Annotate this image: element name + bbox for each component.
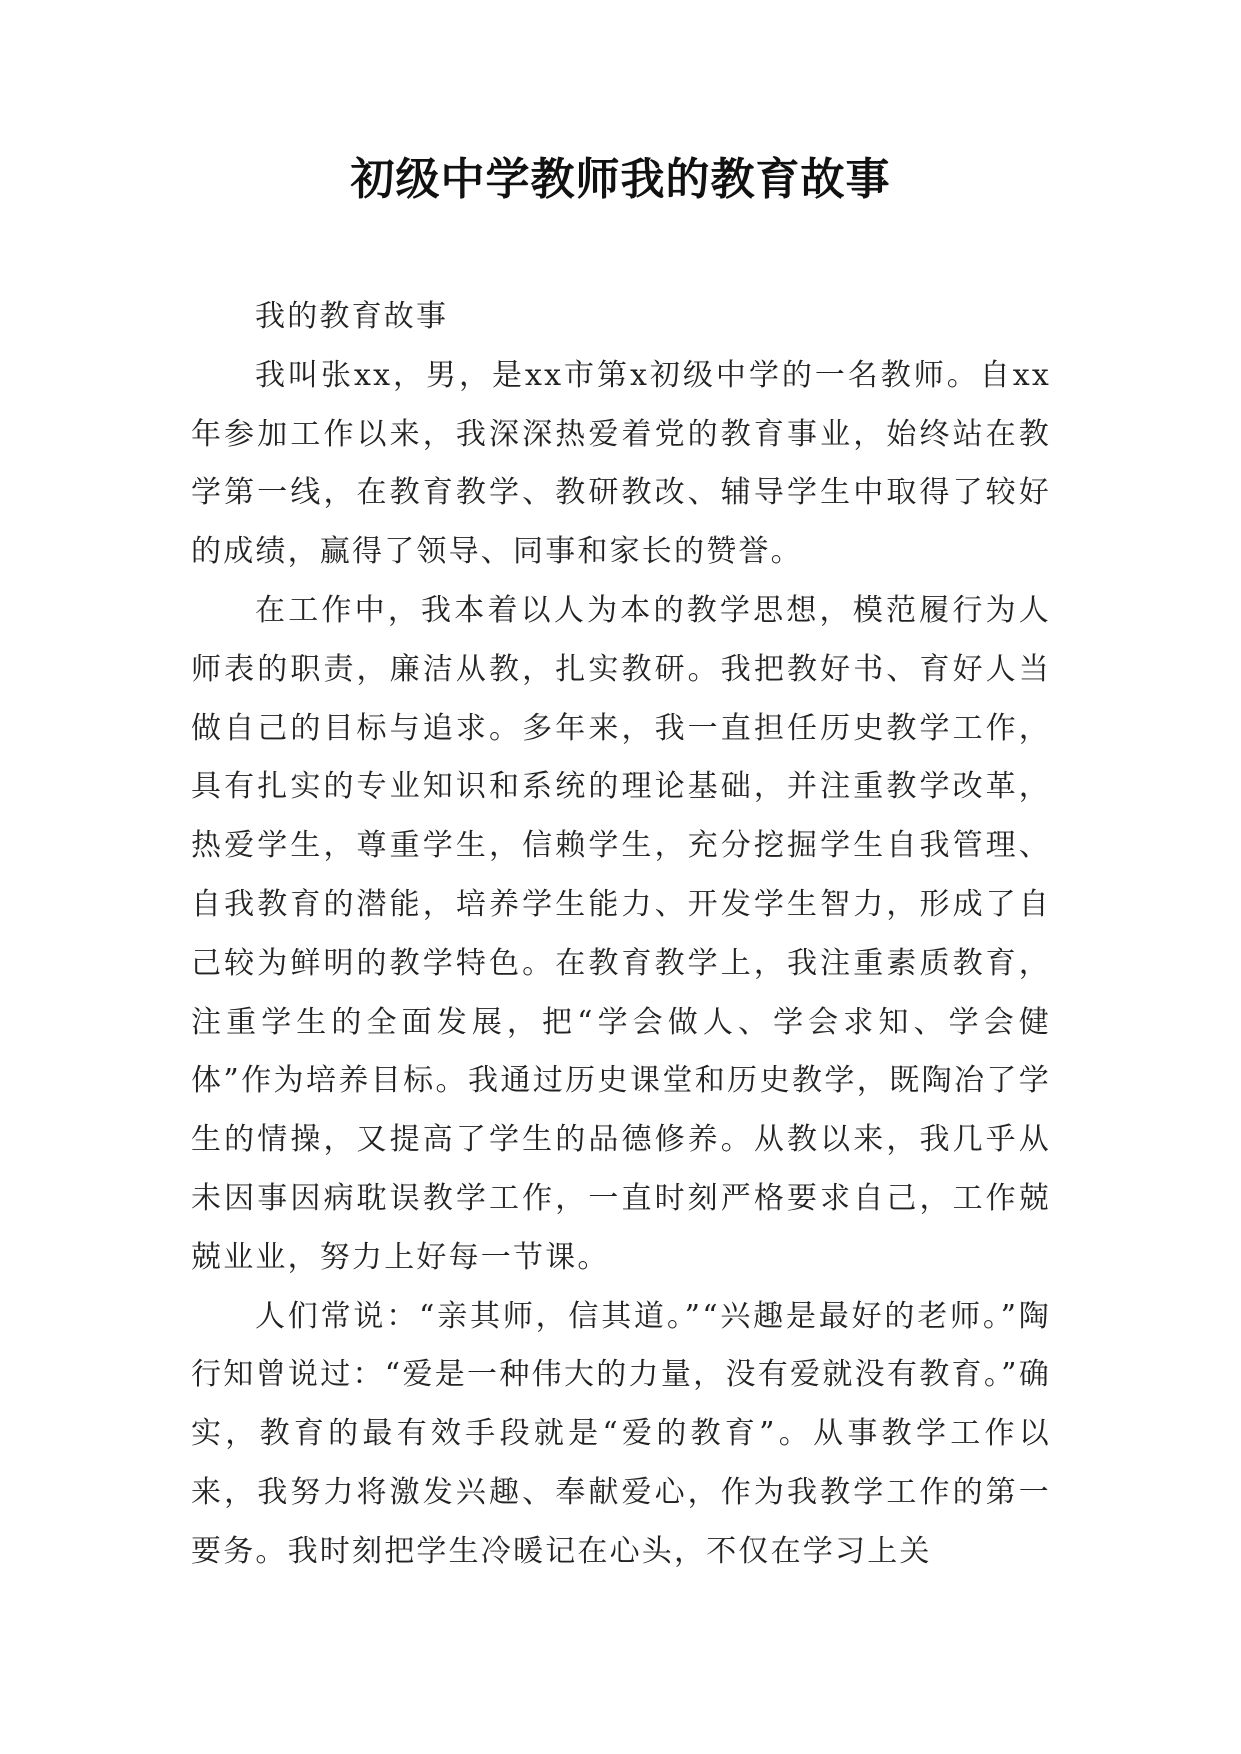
paragraph-teaching-philosophy: 在工作中，我本着以人为本的教学思想，模范履行为人师表的职责，廉洁从教，扎实教研。我把教好书、育好人当做自己的目标与追求。多年来，我一直担任历史教学工作，具有扎实的专业知识和系统的理论基础，并注重教学改革，热爱学生，尊重学生，信赖学生，充分挖掘学生自我管理、自我教育的潜能，培养学生能力、开发学生智力，形成了自己较为鲜明的教学特色。在教育教学上，我注重素质教育，注重学生的全面发展，把“学会做人、学会求知、学会健体”作为培养目标。我通过历史课堂和历史教学，既陶冶了学生的情操，又提高了学生的品德修养。从教以来，我几乎从未因事因病耽误教学工作，一直时刻严格要求自己，工作兢兢业业，努力上好每一节课。 [191,592,1051,1275]
document-title: 初级中学教师我的教育故事 [350,154,891,205]
paragraph-love-education: 人们常说：“亲其师，信其道。”“兴趣是最好的老师。”陶行知曾说过：“爱是一种伟大的力量，没有爱就没有教育。”确实，教育的最有效手段就是“爱的教育”。从事教学工作以来，我努力将激发兴趣、奉献爱心，作为我教学工作的第一要务。我时刻把学生冷暖记在心头，不仅在学习上关 [191,1298,1051,1569]
section-heading: 我的教育故事 [255,299,449,334]
document-body [191,288,1051,1582]
paragraph-introduction: 我叫张xx，男，是xx市第x初级中学的一名教师。自xx年参加工作以来，我深深热爱着党的教育事业，始终站在教学第一线，在教育教学、教研教改、辅导学生中取得了较好的成绩，赢得了领导、同事和家长的赞誉。 [191,357,1051,570]
